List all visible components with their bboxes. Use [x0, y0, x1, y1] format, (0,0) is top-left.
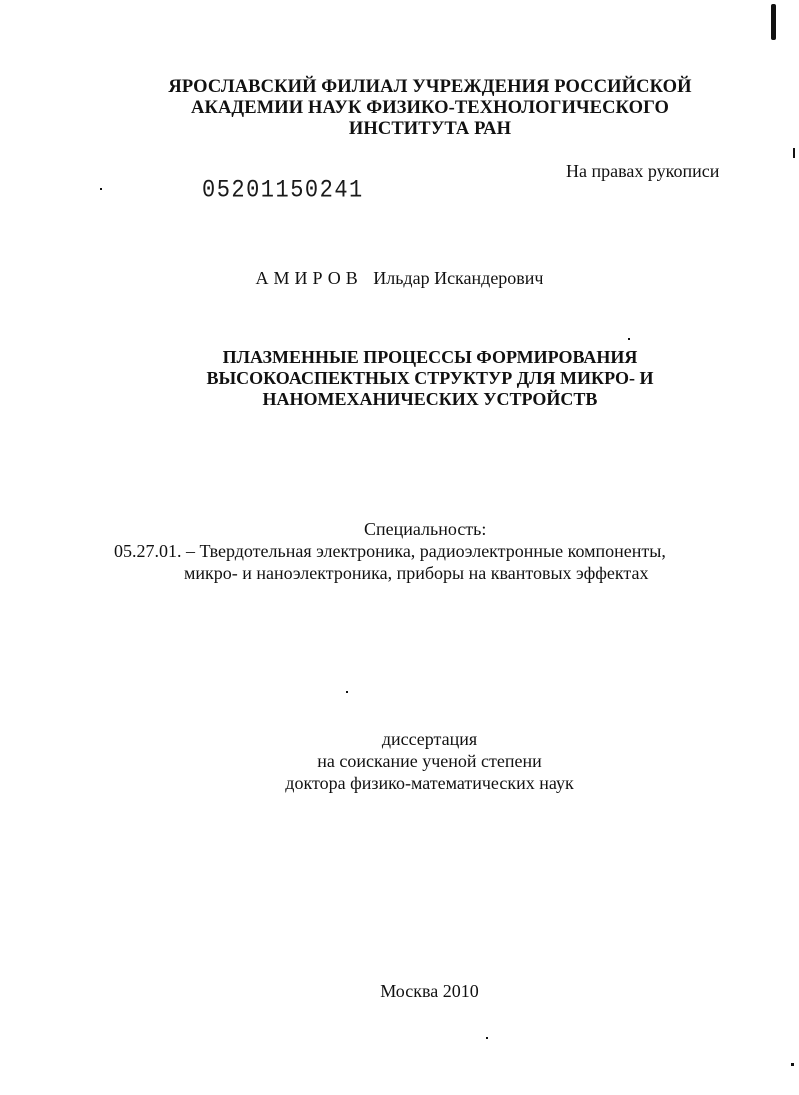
institution-line: ИНСТИТУТА РАН [348, 119, 512, 139]
degree-statement [0, 728, 799, 794]
author-name [0, 268, 799, 289]
author-surname: АМИРОВ [255, 268, 363, 288]
degree-line: доктора физико-математических наук [285, 773, 574, 793]
degree-line: диссертация [381, 729, 478, 749]
place-and-year: Москва 2010 [380, 981, 479, 1001]
scan-speck [793, 148, 795, 158]
institution-line: АКАДЕМИИ НАУК ФИЗИКО-ТЕХНОЛОГИЧЕСКОГО [191, 98, 669, 118]
scan-mark [771, 4, 776, 40]
scan-speck [346, 691, 348, 693]
title-line: НАНОМЕХАНИЧЕСКИХ УСТРОЙСТВ [262, 389, 598, 409]
author-given-names: Ильдар Искандерович [373, 268, 544, 288]
title-line: ВЫСОКОАСПЕКТНЫХ СТРУКТУР ДЛЯ МИКРО- И [206, 368, 654, 388]
institution-line: ЯРОСЛАВСКИЙ ФИЛИАЛ УЧРЕЖДЕНИЯ РОССИЙСКОЙ [168, 77, 692, 97]
degree-line: на соискание ученой степени [317, 751, 542, 771]
scan-speck [486, 1037, 488, 1039]
scan-speck [791, 1063, 794, 1066]
specialty-line: 05.27.01. – Твердотельная электроника, радиоэлектронные компоненты, [114, 541, 666, 561]
specialty-line: микро- и наноэлектроника, приборы на квантовых эффектах [184, 563, 649, 583]
title-line: ПЛАЗМЕННЫЕ ПРОЦЕССЫ ФОРМИРОВАНИЯ [222, 347, 638, 367]
dissertation-title [120, 347, 740, 410]
institution-name [100, 77, 760, 140]
specialty-heading: Специальность: [364, 519, 487, 539]
rights-note: На правах рукописи [566, 161, 720, 181]
scan-speck [628, 338, 630, 340]
scan-speck [100, 188, 102, 190]
registration-stamp-number: 05201150241 [202, 176, 364, 205]
